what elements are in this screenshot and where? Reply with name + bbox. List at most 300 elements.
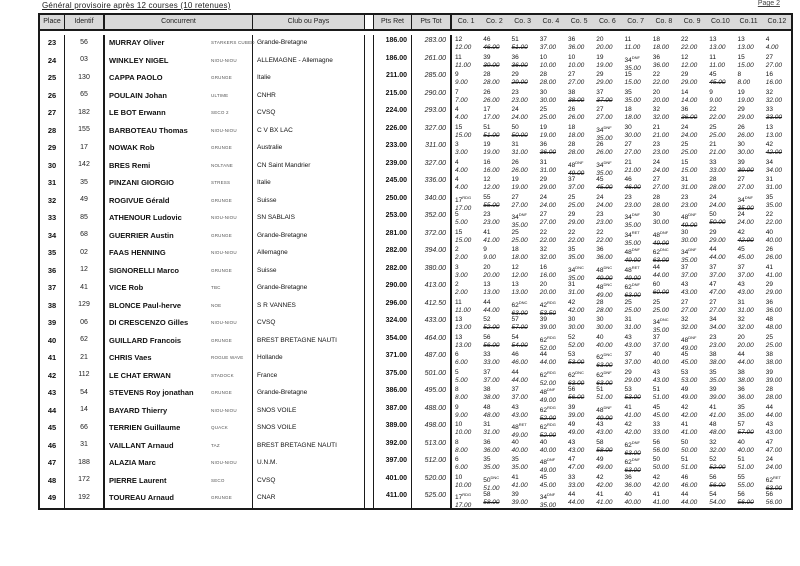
race-place: 45 <box>709 71 717 78</box>
race-place: 36 <box>596 246 604 253</box>
race-3-cell <box>509 70 537 88</box>
race-points: 49.00 <box>568 429 585 436</box>
header-race-7: Co. 7 <box>627 18 644 25</box>
race-place: 48 <box>709 421 717 428</box>
race-place: 49 <box>681 386 689 393</box>
race-4-cell <box>537 175 565 193</box>
race-place: 37 <box>511 386 519 393</box>
competitor-name: NOWAK Rob <box>109 143 155 152</box>
race-1-cell <box>452 88 480 106</box>
race-points: 5.00 <box>455 376 468 384</box>
race-place: 56 <box>765 491 773 498</box>
pts-tot-cell: 413.00 <box>412 280 452 300</box>
race-place: 34 <box>709 316 717 323</box>
race-points: 30.00 <box>624 131 641 139</box>
race-place: 13 <box>511 281 519 288</box>
header-pts-ret: Pts Ret <box>374 15 412 29</box>
race-place: 43 <box>737 281 745 288</box>
race-points: 26.00 <box>765 254 783 261</box>
race-place: 57 <box>737 421 745 428</box>
races-cell <box>452 490 791 510</box>
table-row <box>40 403 791 421</box>
boat-name: NIOU-NIOU <box>211 407 237 413</box>
race-4-cell <box>537 35 565 53</box>
race-points: 42.00 <box>652 481 670 489</box>
race-points: 13.00 <box>737 44 754 51</box>
race-place: 9 <box>709 88 713 96</box>
race-place: $62^{DNC}$ <box>652 247 669 257</box>
pts-ret-cell: 397.00 <box>374 455 412 475</box>
race-10-cell <box>706 88 734 106</box>
race-points: 55.00 <box>737 481 754 489</box>
race-place: 51 <box>681 456 689 463</box>
pts-tot-cell: 433.00 <box>412 315 452 335</box>
table-row <box>40 420 791 438</box>
race-place: 27 <box>539 211 547 218</box>
club-cell: CNHR <box>253 88 365 106</box>
boat-name: NIOU-NIOU <box>211 460 237 465</box>
race-place: 47 <box>568 456 576 463</box>
race-points: 50.00 <box>681 446 698 454</box>
race-place: $48^{DNF}$ <box>539 457 556 467</box>
boat-name: NIOU-NIOU <box>211 127 237 133</box>
boat-name: GRUNGE <box>211 232 232 238</box>
race-points: 17.00 <box>483 114 500 121</box>
race-place: $62^{DNC}$ <box>568 369 584 379</box>
race-points: 47.00 <box>709 289 726 296</box>
club-cell: Italie <box>253 175 365 193</box>
race-3-cell <box>509 175 537 193</box>
race-place: 27 <box>568 71 576 78</box>
race-points: 43.00 <box>596 429 613 436</box>
race-code: DNF <box>603 404 612 410</box>
race-place: 35 <box>568 246 576 253</box>
race-points: 46.00 <box>511 359 528 366</box>
race-place: $62^{DNC}$ <box>596 352 613 362</box>
race-points: 51.00 <box>681 464 698 471</box>
race-11-cell <box>735 490 763 510</box>
race-6-cell <box>593 105 621 123</box>
race-place: 27 <box>765 53 773 61</box>
race-4-cell <box>537 88 565 106</box>
race-place: 4 <box>455 176 459 183</box>
race-points: 45.00 <box>539 481 557 489</box>
boat-name: TBC <box>211 285 221 290</box>
race-points: 38.00 <box>568 96 585 104</box>
race-place: 50 <box>511 123 519 131</box>
race-points: 22.00 <box>596 236 613 244</box>
pts-tot-cell: 512.00 <box>412 455 452 475</box>
race-1-cell <box>452 140 480 158</box>
race-points: 35.00 <box>765 201 783 209</box>
race-points: 29.00 <box>737 114 754 121</box>
race-points: 24.00 <box>737 219 754 226</box>
race-points: 49.00 <box>596 292 613 300</box>
competitor-cell <box>105 490 253 510</box>
race-points: 43.00 <box>568 446 585 454</box>
header-identif: Identif <box>65 15 105 29</box>
race-9-cell <box>678 140 706 158</box>
race-2-cell <box>480 105 508 123</box>
competitor-cell <box>105 140 253 158</box>
race-7-cell <box>622 140 650 158</box>
club-cell: C V BX LAC <box>253 123 365 143</box>
race-points: 40.00 <box>596 341 613 349</box>
race-points: 37.00 <box>681 271 698 279</box>
race-place: 31 <box>511 141 519 148</box>
header-race-12: Co.12 <box>767 18 787 25</box>
race-points: 20.00 <box>596 44 613 51</box>
race-place: 27 <box>511 193 519 201</box>
race-points: 2.00 <box>455 289 468 296</box>
table-row <box>40 158 791 176</box>
race-place: 35 <box>765 193 773 201</box>
race-points: 49.00 <box>511 432 528 440</box>
race-points: 28.00 <box>539 79 557 86</box>
identif-cell: 65 <box>65 88 105 106</box>
race-place: 45 <box>652 403 660 411</box>
identif-cell: 14 <box>65 403 105 423</box>
race-place: 4 <box>455 106 459 113</box>
race-place: 36 <box>681 106 689 113</box>
race-place: 22 <box>568 228 576 236</box>
race-code: DNF <box>575 159 584 165</box>
race-points: 37.00 <box>539 44 557 51</box>
race-place: 27 <box>652 176 660 183</box>
race-points: 40.00 <box>765 236 783 244</box>
competitor-cell <box>105 88 253 106</box>
race-code: DNF <box>546 387 556 392</box>
race-points: 51.00 <box>652 394 670 401</box>
race-8-cell <box>650 490 678 510</box>
race-place: 28 <box>483 71 491 78</box>
race-place: $62^{RDG}$ <box>539 422 556 432</box>
race-place: 24 <box>652 158 660 166</box>
race-place: 28 <box>568 141 576 148</box>
race-points: 12.00 <box>511 271 528 279</box>
identif-cell: 06 <box>65 315 105 335</box>
pts-ret-cell: 233.00 <box>374 140 412 158</box>
race-place: 13 <box>737 36 745 43</box>
race-place: 22 <box>652 71 660 78</box>
race-points: 63.00 <box>511 309 528 317</box>
race-points: 13.00 <box>483 289 500 296</box>
race-place: 15 <box>455 228 463 236</box>
race-code: DNF <box>631 212 640 217</box>
race-place: 51 <box>511 36 519 43</box>
race-points: 53.00 <box>568 359 585 366</box>
race-points: 16.00 <box>539 271 557 279</box>
race-place: 2 <box>455 246 459 253</box>
race-points: 36.00 <box>596 254 613 261</box>
race-place: 26 <box>737 123 745 131</box>
pts-ret-cell: 354.00 <box>374 333 412 353</box>
race-10-cell <box>706 175 734 193</box>
race-place: 19 <box>539 123 547 131</box>
race-1-cell <box>452 490 480 510</box>
race-points: 27.00 <box>568 79 585 86</box>
race-points: 56.00 <box>737 499 754 506</box>
race-points: 22.00 <box>765 219 783 226</box>
race-place: $34^{DNC}$ <box>568 264 584 274</box>
table-row <box>40 70 791 88</box>
race-points: 49.00 <box>596 274 613 282</box>
race-points: 39.00 <box>765 376 783 384</box>
table-row <box>40 280 791 298</box>
race-points: 43.00 <box>511 411 528 419</box>
pts-tot-cell: 340.00 <box>412 193 452 213</box>
pts-tot-cell: 488.00 <box>412 403 452 423</box>
race-7-cell <box>622 35 650 53</box>
race-points: 11.00 <box>455 306 471 314</box>
race-7-cell <box>622 70 650 88</box>
race-place: 43 <box>624 333 632 341</box>
race-place: 24 <box>511 106 519 113</box>
race-place: 27 <box>596 106 604 113</box>
race-place: 42 <box>596 473 604 481</box>
identif-cell: 02 <box>65 245 105 265</box>
races-cell <box>452 140 791 158</box>
race-points: 37.00 <box>624 359 641 366</box>
race-points: 37.00 <box>568 184 585 191</box>
pts-ret-cell: 296.00 <box>374 298 412 318</box>
race-place: 19 <box>483 141 491 148</box>
race-points: 42.00 <box>681 411 698 419</box>
race-place: 22 <box>765 211 773 218</box>
place-cell: 29 <box>40 140 65 158</box>
race-code: DNC <box>575 369 584 375</box>
race-place: 41 <box>624 403 632 411</box>
boat-name: GRUNGE <box>211 145 232 150</box>
place-cell: 24 <box>40 53 65 73</box>
race-place: 23 <box>483 211 491 218</box>
place-cell: 45 <box>40 420 65 440</box>
race-points: 26.00 <box>737 131 754 139</box>
race-place: 39 <box>765 368 773 376</box>
identif-cell: 31 <box>65 438 105 458</box>
race-code: DNF <box>659 229 669 235</box>
race-points: 24.00 <box>539 201 557 209</box>
race-5-cell <box>565 105 593 123</box>
race-place: 42 <box>624 421 632 428</box>
identif-cell: 41 <box>65 280 105 300</box>
race-place: 31 <box>765 176 773 183</box>
race-3-cell <box>509 88 537 106</box>
boat-name: ULTIME <box>211 92 229 98</box>
race-points: 29.00 <box>568 219 585 226</box>
competitor-name: WINKLEY NIGEL <box>109 55 169 65</box>
race-place: 37 <box>539 36 547 43</box>
header-race-3: Co. 3 <box>514 18 531 25</box>
race-place: 13 <box>709 36 717 43</box>
header-race-9: Co. 9 <box>683 18 701 25</box>
race-1-cell <box>452 175 480 193</box>
race-place: $48^{RET}$ <box>624 264 640 274</box>
race-place: 6 <box>455 351 459 358</box>
race-place: 27 <box>709 298 717 306</box>
race-place: $34^{DNF}$ <box>624 54 640 64</box>
race-points: 32.00 <box>539 254 557 261</box>
race-place: 30 <box>737 141 745 148</box>
race-points: 41.00 <box>709 411 726 419</box>
race-place: $62^{RET}$ <box>765 474 781 484</box>
pts-ret-cell: 186.00 <box>374 53 412 73</box>
race-place: 21 <box>709 141 717 148</box>
race-points: 31.00 <box>539 166 557 174</box>
race-points: 63.00 <box>624 467 641 475</box>
race-code: DNF <box>744 194 753 200</box>
pts-tot-cell: 372.00 <box>412 228 452 248</box>
race-place: 12 <box>455 36 463 43</box>
race-11-cell <box>735 140 763 158</box>
race-place: 11 <box>455 298 462 306</box>
race-12-cell <box>763 70 791 88</box>
race-points: 37.00 <box>596 96 613 104</box>
race-place: 25 <box>709 123 717 131</box>
race-place: 30 <box>681 228 689 236</box>
race-points: 24.00 <box>652 166 670 174</box>
race-place: 21 <box>624 158 632 166</box>
race-points: 11.00 <box>709 61 726 69</box>
race-points: 35.00 <box>596 134 613 142</box>
race-points: 20.00 <box>737 341 754 349</box>
race-points: 52.00 <box>539 414 557 422</box>
race-points: 44.00 <box>568 499 585 506</box>
pts-ret-cell: 401.00 <box>374 473 412 493</box>
boat-name: GRUNGE <box>211 390 232 395</box>
race-code: DNF <box>603 124 612 130</box>
pts-tot-cell: 283.00 <box>412 35 452 53</box>
race-place: 25 <box>511 228 519 236</box>
table-row <box>40 123 791 141</box>
race-points: 30.00 <box>539 96 557 104</box>
race-place: 48 <box>483 403 491 411</box>
identif-cell: 62 <box>65 333 105 353</box>
race-code: DNF <box>631 54 640 60</box>
race-place: 31 <box>539 158 547 166</box>
club-cell: Australie <box>253 140 365 158</box>
race-points: 52.00 <box>709 464 726 471</box>
race-points: 31.00 <box>681 184 698 191</box>
race-code: RDG <box>546 334 556 340</box>
race-place: 56 <box>483 333 491 341</box>
race-points: 40.00 <box>624 499 641 506</box>
race-points: 31.00 <box>483 429 500 436</box>
race-points: 56.00 <box>765 499 783 506</box>
race-place: 56 <box>709 473 717 481</box>
race-place: 32 <box>709 438 717 446</box>
race-place: 14 <box>681 88 689 96</box>
race-place: 20 <box>737 333 745 341</box>
race-place: 3 <box>455 141 459 148</box>
race-place: 10 <box>539 53 547 61</box>
race-points: 9.00 <box>709 96 722 104</box>
race-points: 21.00 <box>624 166 641 174</box>
table-header-row <box>40 15 791 31</box>
race-points: 20.00 <box>483 271 500 279</box>
race-points: 48.00 <box>709 429 726 436</box>
race-place: 17 <box>483 106 491 113</box>
race-points: 23.00 <box>483 219 500 226</box>
race-9-cell <box>678 490 706 510</box>
race-code: RDG <box>546 404 556 410</box>
race-points: 23.00 <box>652 149 670 156</box>
race-place: 12 <box>681 53 689 61</box>
header-race-8: Co. 8 <box>655 18 673 25</box>
race-place: $62^{DNF}$ <box>624 457 640 467</box>
race-code: DNC <box>659 247 669 252</box>
race-place: 26 <box>511 158 519 166</box>
race-place: 25 <box>568 193 576 201</box>
race-place: 25 <box>539 106 547 113</box>
race-points: 27.00 <box>652 184 670 191</box>
race-2-cell <box>480 70 508 88</box>
race-code: DNF <box>603 159 612 165</box>
race-place: $34^{DNC}$ <box>652 317 669 327</box>
race-points: 40.00 <box>511 446 528 454</box>
race-place: 30 <box>624 123 632 131</box>
race-place: 37 <box>483 368 491 376</box>
race-place: 37 <box>568 176 576 183</box>
race-place: 44 <box>568 491 576 498</box>
race-1-cell <box>452 105 480 123</box>
competitor-name: LE CHAT ERWAN <box>109 370 171 380</box>
race-points: 43.00 <box>624 341 641 349</box>
race-place: 9 <box>455 403 459 411</box>
race-place: 29 <box>624 368 632 376</box>
boat-name: STRESS <box>211 180 231 185</box>
race-points: 28.00 <box>652 201 670 209</box>
header-race-1: Co. 1 <box>457 18 475 25</box>
identif-cell: 85 <box>65 210 105 230</box>
race-points: 32.00 <box>709 446 726 454</box>
boat-name: NIOU-NIOU <box>211 57 237 63</box>
race-points: 44.00 <box>681 499 698 506</box>
pts-ret-cell: 389.00 <box>374 420 412 440</box>
race-points: 25.00 <box>652 306 670 314</box>
table-row <box>40 473 791 491</box>
place-cell: 48 <box>40 473 65 493</box>
race-place: 35 <box>483 456 491 463</box>
competitor-name: GUERRIER Austin <box>109 230 174 240</box>
race-points: 32.00 <box>681 324 698 331</box>
race-points: 11.00 <box>455 61 471 69</box>
race-points: 10.00 <box>455 481 472 489</box>
race-6-cell <box>593 70 621 88</box>
race-place: 36 <box>624 473 632 481</box>
competitor-name: GUILLARD Francois <box>109 335 182 345</box>
race-place: $62^{RDG}$ <box>539 334 556 344</box>
header-club: Club ou Pays <box>253 15 365 29</box>
boat-name: NIOU-NIOU <box>211 320 237 325</box>
race-1-cell <box>452 35 480 53</box>
race-code: DNF <box>631 282 640 287</box>
place-cell: 23 <box>40 35 65 53</box>
race-points: 31.00 <box>737 306 754 314</box>
race-place: $62^{DNC}$ <box>511 299 528 309</box>
race-place: 24 <box>596 193 604 201</box>
race-points: 49.00 <box>539 397 557 405</box>
boat-name: GRUNGE <box>211 267 232 273</box>
race-points: 39.00 <box>709 394 726 401</box>
race-points: 50.00 <box>511 131 528 139</box>
race-place: 26 <box>483 88 491 96</box>
place-cell: 42 <box>40 368 65 388</box>
race-place: 57 <box>511 316 519 323</box>
race-place: $62^{RDG}$ <box>539 404 556 414</box>
race-points: 4.00 <box>765 44 779 51</box>
place-cell: 35 <box>40 245 65 265</box>
